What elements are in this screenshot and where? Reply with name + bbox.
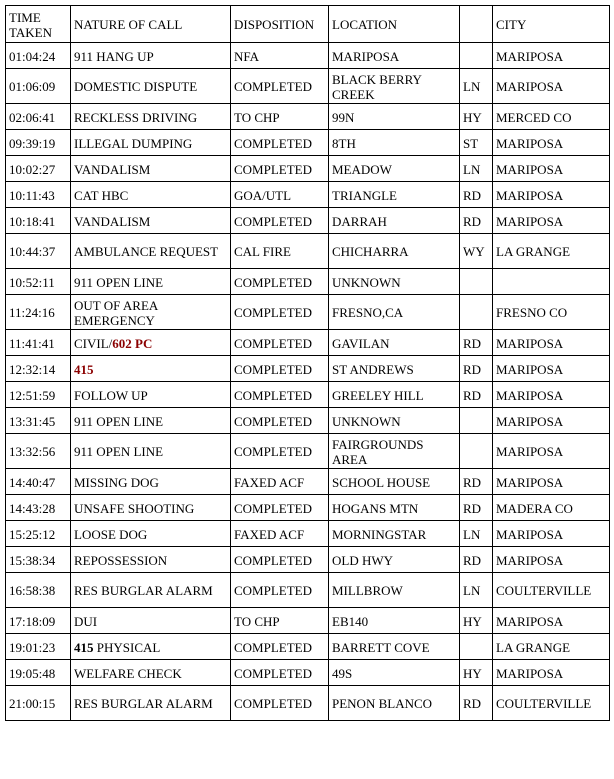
nature-of-call-text: VANDALISM	[74, 213, 151, 229]
table-row	[6, 234, 610, 269]
nature-of-call-text: RES BURGLAR ALARM	[74, 583, 213, 598]
nature-of-call-cell	[71, 469, 231, 495]
table-row	[6, 434, 610, 469]
time-taken-cell: 10:18:41	[6, 208, 71, 234]
time-taken-cell: 14:40:47	[6, 469, 71, 495]
nature-of-call-cell	[71, 547, 231, 573]
nature-of-call-cell	[71, 156, 231, 182]
nature-of-call-text: 911 OPEN LINE	[74, 444, 164, 459]
time-taken-cell: 17:18:09	[6, 608, 71, 634]
table-row	[6, 43, 610, 69]
disposition-cell: NFA	[231, 43, 329, 69]
table-row	[6, 104, 610, 130]
nature-of-call-text: UNSAFE SHOOTING	[74, 500, 195, 516]
disposition-cell: COMPLETED	[231, 69, 329, 104]
nature-of-call-text: CIVIL/	[74, 335, 113, 351]
street-suffix-cell: HY	[460, 660, 493, 686]
nature-of-call-text: DOMESTIC DISPUTE	[74, 79, 198, 94]
location-cell: HOGANS MTN	[329, 495, 460, 521]
street-suffix-cell: LN	[460, 573, 493, 608]
disposition-cell: COMPLETED	[231, 156, 329, 182]
disposition-cell: CAL FIRE	[231, 234, 329, 269]
table-row	[6, 495, 610, 521]
nature-of-call-cell	[71, 686, 231, 721]
street-suffix-cell: HY	[460, 608, 493, 634]
city-cell: MARIPOSA	[493, 608, 610, 634]
location-cell: GREELEY HILL	[329, 382, 460, 408]
street-suffix-cell	[460, 43, 493, 69]
city-cell: MARIPOSA	[493, 69, 610, 104]
disposition-cell: COMPLETED	[231, 686, 329, 721]
disposition-cell: COMPLETED	[231, 330, 329, 356]
disposition-cell: COMPLETED	[231, 356, 329, 382]
street-suffix-cell: WY	[460, 234, 493, 269]
table-row	[6, 382, 610, 408]
penal-code: 415	[74, 639, 94, 655]
nature-of-call-cell	[71, 130, 231, 156]
location-cell: TRIANGLE	[329, 182, 460, 208]
time-taken-cell: 21:00:15	[6, 686, 71, 721]
location-cell: UNKNOWN	[329, 408, 460, 434]
nature-of-call-cell	[71, 330, 231, 356]
location-cell: GAVILAN	[329, 330, 460, 356]
city-cell	[493, 269, 610, 295]
disposition-cell: FAXED ACF	[231, 521, 329, 547]
disposition-cell: TO CHP	[231, 608, 329, 634]
city-cell: MARIPOSA	[493, 208, 610, 234]
header-nature-of-call: NATURE OF CALL	[71, 6, 231, 43]
table-row	[6, 269, 610, 295]
location-cell: MORNINGSTAR	[329, 521, 460, 547]
street-suffix-cell: RD	[460, 382, 493, 408]
location-cell: OLD HWY	[329, 547, 460, 573]
time-taken-cell: 01:04:24	[6, 43, 71, 69]
nature-of-call-cell	[71, 434, 231, 469]
street-suffix-cell: ST	[460, 130, 493, 156]
nature-of-call-text: REPOSSESSION	[74, 552, 168, 568]
table-row	[6, 608, 610, 634]
penal-code: 602 PC	[112, 335, 153, 351]
header-time-taken: TIME TAKEN	[6, 6, 71, 43]
table-row	[6, 547, 610, 573]
header-location: LOCATION	[329, 6, 460, 43]
time-taken-cell: 09:39:19	[6, 130, 71, 156]
nature-of-call-cell	[71, 408, 231, 434]
time-taken-cell: 10:52:11	[6, 269, 71, 295]
penal-code: 415	[74, 361, 94, 377]
city-cell: MARIPOSA	[493, 182, 610, 208]
location-cell: FRESNO,CA	[329, 295, 460, 330]
location-cell: BARRETT COVE	[329, 634, 460, 660]
location-cell: PENON BLANCO	[329, 686, 460, 721]
location-cell: MEADOW	[329, 156, 460, 182]
header-street-suffix	[460, 6, 493, 43]
city-cell: MARIPOSA	[493, 408, 610, 434]
call-log-table	[5, 5, 610, 721]
time-taken-cell: 13:31:45	[6, 408, 71, 434]
city-cell: MARIPOSA	[493, 130, 610, 156]
nature-of-call-text: PHYSICAL	[93, 639, 161, 655]
table-row	[6, 408, 610, 434]
city-cell: MARIPOSA	[493, 330, 610, 356]
location-cell: 8TH	[329, 130, 460, 156]
time-taken-cell: 13:32:56	[6, 434, 71, 469]
location-cell: EB140	[329, 608, 460, 634]
disposition-cell: COMPLETED	[231, 547, 329, 573]
table-row	[6, 156, 610, 182]
nature-of-call-text: VANDALISM	[74, 161, 151, 177]
disposition-cell: COMPLETED	[231, 382, 329, 408]
disposition-cell: COMPLETED	[231, 573, 329, 608]
nature-of-call-cell	[71, 69, 231, 104]
table-row	[6, 130, 610, 156]
time-taken-cell: 02:06:41	[6, 104, 71, 130]
city-cell: FRESNO CO	[493, 295, 610, 330]
time-taken-cell: 12:32:14	[6, 356, 71, 382]
location-cell: MILLBROW	[329, 573, 460, 608]
location-cell: CHICHARRA	[329, 234, 460, 269]
table-row	[6, 330, 610, 356]
time-taken-cell: 15:25:12	[6, 521, 71, 547]
city-cell: COULTERVILLE	[493, 573, 610, 608]
street-suffix-cell	[460, 295, 493, 330]
street-suffix-cell: LN	[460, 521, 493, 547]
call-rows	[6, 43, 610, 721]
street-suffix-cell: RD	[460, 495, 493, 521]
street-suffix-cell: RD	[460, 547, 493, 573]
disposition-cell: COMPLETED	[231, 295, 329, 330]
table-row	[6, 295, 610, 330]
time-taken-cell: 10:02:27	[6, 156, 71, 182]
header-row	[6, 6, 610, 43]
nature-of-call-cell	[71, 104, 231, 130]
street-suffix-cell	[460, 634, 493, 660]
time-taken-cell: 11:41:41	[6, 330, 71, 356]
table-row	[6, 634, 610, 660]
nature-of-call-cell	[71, 182, 231, 208]
nature-of-call-cell	[71, 43, 231, 69]
disposition-cell: COMPLETED	[231, 634, 329, 660]
city-cell: COULTERVILLE	[493, 686, 610, 721]
location-cell: UNKNOWN	[329, 269, 460, 295]
nature-of-call-text: WELFARE CHECK	[74, 665, 182, 681]
street-suffix-cell: RD	[460, 330, 493, 356]
city-cell: MARIPOSA	[493, 434, 610, 469]
header-disposition: DISPOSITION	[231, 6, 329, 43]
nature-of-call-text: 911 OPEN LINE	[74, 413, 164, 429]
time-taken-cell: 12:51:59	[6, 382, 71, 408]
disposition-cell: COMPLETED	[231, 495, 329, 521]
disposition-cell: COMPLETED	[231, 408, 329, 434]
disposition-cell: TO CHP	[231, 104, 329, 130]
street-suffix-cell: RD	[460, 182, 493, 208]
disposition-cell: COMPLETED	[231, 660, 329, 686]
disposition-cell: COMPLETED	[231, 130, 329, 156]
nature-of-call-text: AMBULANCE REQUEST	[74, 244, 219, 259]
city-cell: MARIPOSA	[493, 156, 610, 182]
street-suffix-cell: RD	[460, 208, 493, 234]
location-cell: SCHOOL HOUSE	[329, 469, 460, 495]
table-row	[6, 69, 610, 104]
time-taken-cell: 14:43:28	[6, 495, 71, 521]
city-cell: LA GRANGE	[493, 234, 610, 269]
time-taken-cell: 19:01:23	[6, 634, 71, 660]
city-cell: LA GRANGE	[493, 634, 610, 660]
nature-of-call-cell	[71, 634, 231, 660]
nature-of-call-cell	[71, 295, 231, 330]
location-cell: DARRAH	[329, 208, 460, 234]
table-row	[6, 469, 610, 495]
location-cell: 99N	[329, 104, 460, 130]
nature-of-call-text: OUT OF AREA EMERGENCY	[74, 297, 158, 328]
table-row	[6, 208, 610, 234]
city-cell: MARIPOSA	[493, 382, 610, 408]
time-taken-cell: 01:06:09	[6, 69, 71, 104]
table-row	[6, 356, 610, 382]
nature-of-call-cell	[71, 521, 231, 547]
street-suffix-cell: RD	[460, 356, 493, 382]
nature-of-call-text: MISSING DOG	[74, 474, 159, 490]
city-cell: MARIPOSA	[493, 469, 610, 495]
nature-of-call-text: FOLLOW UP	[74, 387, 148, 403]
disposition-cell: COMPLETED	[231, 208, 329, 234]
nature-of-call-cell	[71, 234, 231, 269]
nature-of-call-text: LOOSE DOG	[74, 526, 148, 542]
nature-of-call-cell	[71, 608, 231, 634]
street-suffix-cell: LN	[460, 156, 493, 182]
street-suffix-cell: LN	[460, 69, 493, 104]
street-suffix-cell: RD	[460, 686, 493, 721]
city-cell: MARIPOSA	[493, 521, 610, 547]
location-cell: BLACK BERRY CREEK	[329, 69, 460, 104]
street-suffix-cell: RD	[460, 469, 493, 495]
street-suffix-cell	[460, 269, 493, 295]
nature-of-call-cell	[71, 573, 231, 608]
nature-of-call-text: DUI	[74, 613, 98, 629]
time-taken-cell: 10:44:37	[6, 234, 71, 269]
street-suffix-cell	[460, 408, 493, 434]
street-suffix-cell: HY	[460, 104, 493, 130]
location-cell: FAIRGROUNDS AREA	[329, 434, 460, 469]
disposition-cell: FAXED ACF	[231, 469, 329, 495]
disposition-cell: COMPLETED	[231, 269, 329, 295]
time-taken-cell: 16:58:38	[6, 573, 71, 608]
city-cell: MARIPOSA	[493, 356, 610, 382]
nature-of-call-cell	[71, 382, 231, 408]
nature-of-call-cell	[71, 495, 231, 521]
time-taken-cell: 15:38:34	[6, 547, 71, 573]
table-row	[6, 660, 610, 686]
nature-of-call-text: ILLEGAL DUMPING	[74, 135, 193, 151]
table-row	[6, 686, 610, 721]
table-row	[6, 521, 610, 547]
city-cell: MADERA CO	[493, 495, 610, 521]
time-taken-cell: 10:11:43	[6, 182, 71, 208]
nature-of-call-cell	[71, 660, 231, 686]
city-cell: MARIPOSA	[493, 43, 610, 69]
time-taken-cell: 19:05:48	[6, 660, 71, 686]
location-cell: 49S	[329, 660, 460, 686]
location-cell: MARIPOSA	[329, 43, 460, 69]
nature-of-call-text: RECKLESS DRIVING	[74, 109, 198, 125]
disposition-cell: COMPLETED	[231, 434, 329, 469]
nature-of-call-cell	[71, 356, 231, 382]
nature-of-call-cell	[71, 208, 231, 234]
table-row	[6, 182, 610, 208]
city-cell: MARIPOSA	[493, 660, 610, 686]
nature-of-call-text: 911 OPEN LINE	[74, 274, 164, 290]
location-cell: ST ANDREWS	[329, 356, 460, 382]
nature-of-call-text: RES BURGLAR ALARM	[74, 696, 213, 711]
time-taken-cell: 11:24:16	[6, 295, 71, 330]
city-cell: MARIPOSA	[493, 547, 610, 573]
nature-of-call-text: CAT HBC	[74, 187, 129, 203]
nature-of-call-cell	[71, 269, 231, 295]
city-cell: MERCED CO	[493, 104, 610, 130]
nature-of-call-text: 911 HANG UP	[74, 48, 154, 64]
street-suffix-cell	[460, 434, 493, 469]
header-city: CITY	[493, 6, 610, 43]
table-row	[6, 573, 610, 608]
disposition-cell: GOA/UTL	[231, 182, 329, 208]
